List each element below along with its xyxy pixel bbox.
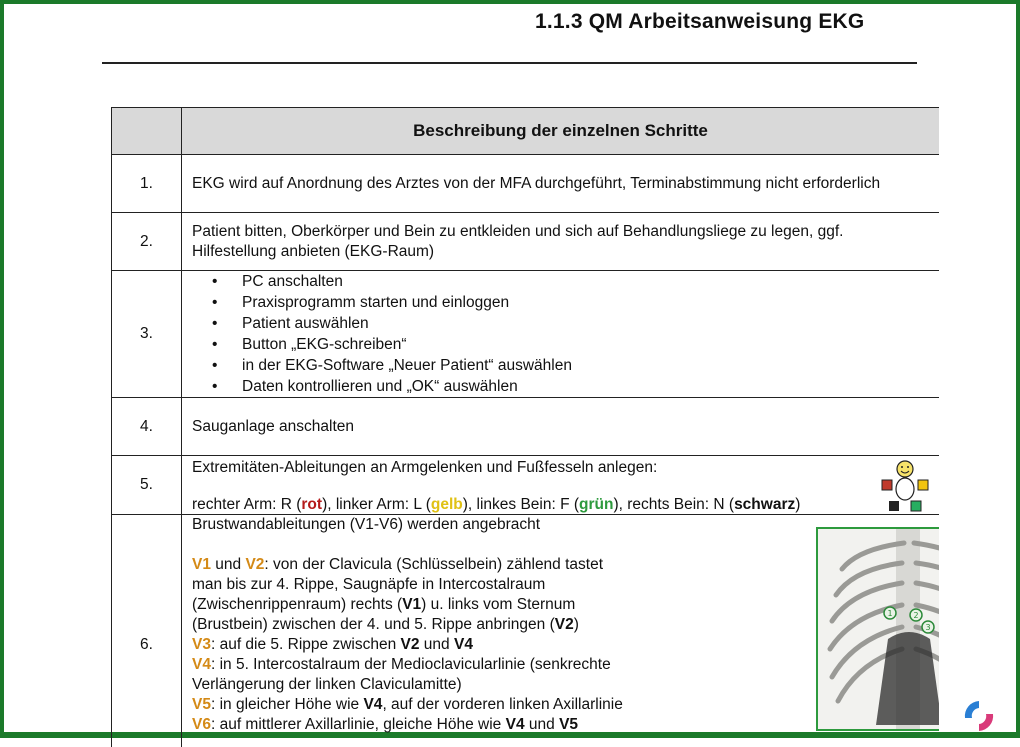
text: ) u. links vom Sternum [421,596,575,613]
step-number: 2. [112,213,182,271]
electrode-label-3: 3 [925,623,930,632]
chest-leads-text [192,515,732,735]
step-number: 5. [112,456,182,515]
text: (Brustbein) zwischen der 4. und 5. Rippe anbringen ( [192,616,555,633]
ribcage-diagram-icon: 1 2 3 4 5 6 [816,527,939,731]
text: V1 [402,596,421,613]
brand-logo-icon [961,698,997,734]
list-item: • in der EKG-Software „Neuer Patient“ auswählen [242,355,929,376]
text: V4 [454,636,473,653]
limb-text: ), linker Arm: L ( [322,496,431,513]
lead-v6-label: V6 [192,716,211,733]
text: und [420,636,454,653]
limb-leads-colors [192,496,800,514]
step-number: 6. [112,515,182,747]
steps-table [111,107,939,747]
step-description-cell [182,456,940,515]
list-item: • Button „EKG-schreiben“ [242,334,929,355]
title-rule [102,62,917,64]
text: V2 [555,616,574,633]
text: V4 [363,696,382,713]
table-header-row [112,108,940,155]
step-description: Sauganlage anschalten [182,398,940,456]
text: : auf die 5. Rippe zwischen [211,636,401,653]
text: V2 [401,636,420,653]
steps-table-container [111,107,939,747]
step-bullet-list [192,271,929,397]
color-black-label: schwarz [734,496,795,513]
lead-v2-label: V2 [245,556,264,573]
limb-leads-intro: Extremitäten-Ableitungen an Armgelenken und Fußfesseln anlegen: [192,459,657,477]
lead-v5-label: V5 [192,696,211,713]
header-number-cell [112,108,182,155]
color-yellow-label: gelb [431,496,463,513]
step-description: EKG wird auf Anordnung des Arztes von der MFA durchgeführt, Terminabstimmung nicht erforderlich [182,155,940,213]
limb-text: ) [795,496,800,513]
electrode-label-1: 1 [887,609,892,618]
table-row [112,155,940,213]
list-item: • Praxisprogramm starten und einloggen [242,292,929,313]
electrode-mascot-icon [879,458,931,514]
step-number: 4. [112,398,182,456]
header-description: Beschreibung der einzelnen Schritte [182,108,940,155]
table-row [112,213,940,271]
text: (Zwischenrippenraum) rechts ( [192,596,402,613]
list-item: • Daten kontrollieren und „OK“ auswählen [242,376,929,397]
color-red-label: rot [301,496,322,513]
lead-v3-label: V3 [192,636,211,653]
table-row [112,398,940,456]
step-description: Patient bitten, Oberkörper und Bein zu entkleiden und sich auf Behandlungsliege zu legen, ggf. Hilfestellung anbieten (EKG-Raum) [182,213,940,271]
text: V4 [506,716,525,733]
text: : von der Clavicula (Schlüsselbein) zählend tastet [264,556,603,573]
step-bullet-list-cell [182,271,940,398]
text: V5 [559,716,578,733]
document-title: 1.1.3 QM Arbeitsanweisung EKG [535,10,864,34]
chest-leads-intro: Brustwandableitungen (V1-V6) werden angebracht [192,515,732,535]
electrode-label-2: 2 [913,611,918,620]
text: : auf mittlerer Axillarlinie, gleiche Höhe wie [211,716,506,733]
step-number: 1. [112,155,182,213]
text: ) [574,616,579,633]
lead-v4-label: V4 [192,656,211,673]
text: , auf der vorderen linken Axillarlinie [382,696,622,713]
text: Verlängerung der linken Claviculamitte) [192,675,732,695]
table-row [112,456,940,515]
text: man bis zur 4. Rippe, Saugnäpfe in Intercostalraum [192,575,732,595]
limb-text: ), linkes Bein: F ( [463,496,579,513]
limb-text: rechter Arm: R ( [192,496,301,513]
lead-v1-label: V1 [192,556,211,573]
step-number: 3. [112,271,182,398]
text: : in gleicher Höhe wie [211,696,364,713]
step-description-cell [182,515,940,747]
text: : in 5. Intercostalraum der Medioclavicularlinie (senkrechte [211,656,611,673]
list-item: • Patient auswählen [242,313,929,334]
table-row [112,271,940,398]
limb-text: ), rechts Bein: N ( [613,496,734,513]
table-row [112,515,940,747]
list-item: • PC anschalten [242,271,929,292]
color-green-label: grün [579,496,613,513]
text: und [211,556,245,573]
text: und [525,716,559,733]
